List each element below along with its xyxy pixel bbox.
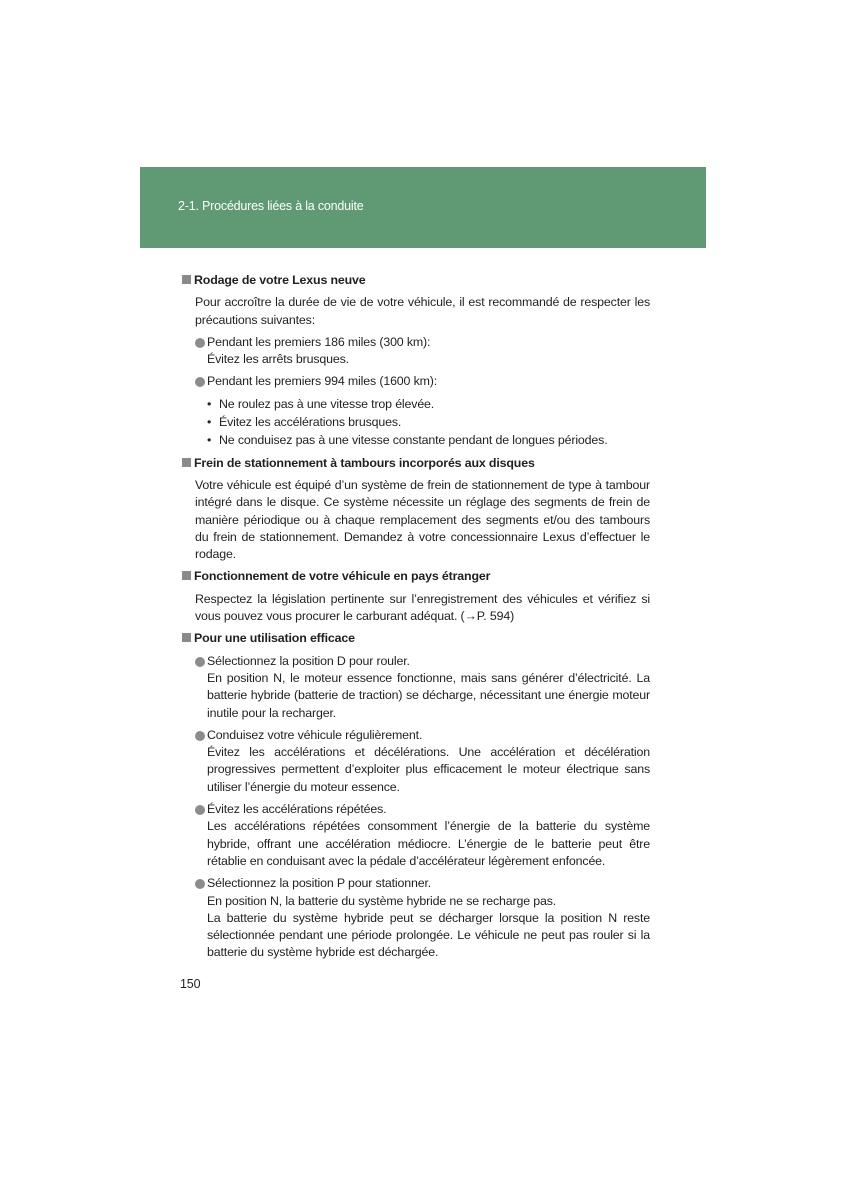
bullet-text: Évitez les accélérations et décélérations. Une accélération et décélération progressives permettent d’exploiter plus efficacement le moteur électrique sans utiliser l’énergie du moteur essence.	[207, 745, 650, 794]
heading-text: Fonctionnement de votre véhicule en pays étranger	[194, 569, 491, 584]
paragraph: Votre véhicule est équipé d’un système de frein de stationnement de type à tambour intégré dans le disque. Ce système nécessite un réglage des segments de frein de manière périodique ou à chaque remplacement des segments et/ou des tambours du frein de stationnement. Demandez à votre concessionnaire Lexus d’effectuer le rodage.	[195, 477, 650, 562]
chapter-header-band	[140, 167, 706, 248]
square-bullet-icon	[182, 571, 191, 580]
list-item	[182, 875, 650, 961]
section-heading	[182, 630, 650, 647]
square-bullet-icon	[182, 633, 191, 642]
bullet-title: Pendant les premiers 994 miles (1600 km):	[207, 374, 438, 389]
square-bullet-icon	[182, 458, 191, 467]
square-bullet-icon	[182, 275, 191, 284]
list-item	[182, 801, 650, 870]
page-number: 150	[180, 976, 201, 991]
sub-item-text: Ne conduisez pas à une vitesse constante pendant de longues périodes.	[219, 433, 608, 448]
heading-text: Rodage de votre Lexus neuve	[194, 273, 366, 287]
bullet-title: Sélectionnez la position P pour stationner.	[207, 876, 432, 891]
circle-bullet-icon	[195, 657, 205, 667]
bullet-title: Sélectionnez la position D pour rouler.	[207, 653, 410, 668]
circle-bullet-icon	[195, 338, 205, 348]
circle-bullet-icon	[195, 731, 205, 741]
sub-item: • Évitez les accélérations brusques.	[207, 415, 402, 430]
section-heading	[182, 455, 650, 472]
sub-item: • Ne conduisez pas à une vitesse constante pendant de longues périodes.	[207, 433, 608, 448]
bullet-text: La batterie du système hybride peut se décharger lorsque la position N reste sélectionnée pendant une période prolongée. Le véhicule ne peut pas rouler si la batterie du système hybride est déchargée.	[207, 910, 650, 960]
chapter-title: 2-1. Procédures liées à la conduite	[178, 199, 364, 213]
circle-bullet-icon	[195, 377, 205, 387]
bullet-title: Conduisez votre véhicule régulièrement.	[207, 727, 423, 742]
paragraph: Pour accroître la durée de vie de votre véhicule, il est recommandé de respecter les précautions suivantes:	[195, 295, 650, 327]
bullet-title: Évitez les accélérations répétées.	[207, 802, 387, 817]
sub-item: • Ne roulez pas à une vitesse trop élevée.	[207, 396, 435, 411]
sub-item-text: Ne roulez pas à une vitesse trop élevée.	[219, 396, 435, 411]
bullet-text: Évitez les arrêts brusques.	[207, 352, 349, 367]
circle-bullet-icon	[195, 879, 205, 889]
bullet-text: En position N, le moteur essence fonctionne, mais sans générer d’électricité. La batterie hybride (batterie de traction) se décharge, nécessitant une énergie moteur inutile pour la recharger.	[207, 670, 650, 720]
list-item	[182, 373, 650, 390]
bullet-text: Les accélérations répétées consomment l’énergie de la batterie du système hybride, offrant une accélération médiocre. L’énergie de le batterie peut être rétablie en conduisant avec la pédale d’accélérateur légèrement enfoncée.	[207, 819, 650, 868]
heading-text: Frein de stationnement à tambours incorporés aux disques	[194, 455, 535, 470]
page-content	[182, 272, 650, 993]
list-item	[182, 727, 650, 796]
bullet-text: En position N, la batterie du système hybride ne se recharge pas.	[207, 893, 557, 908]
list-item	[182, 334, 650, 369]
section-heading	[182, 272, 650, 289]
paragraph: Respectez la législation pertinente sur l’enregistrement des véhicules et vérifiez si vous pouvez vous procurer le carburant adéquat. (→P. 594)	[195, 591, 650, 624]
section-heading	[182, 568, 650, 585]
list-item	[182, 653, 650, 722]
circle-bullet-icon	[195, 805, 205, 815]
sub-item-text: Évitez les accélérations brusques.	[219, 415, 402, 430]
bullet-title: Pendant les premiers 186 miles (300 km):	[207, 334, 431, 349]
heading-text: Pour une utilisation efficace	[194, 631, 355, 646]
